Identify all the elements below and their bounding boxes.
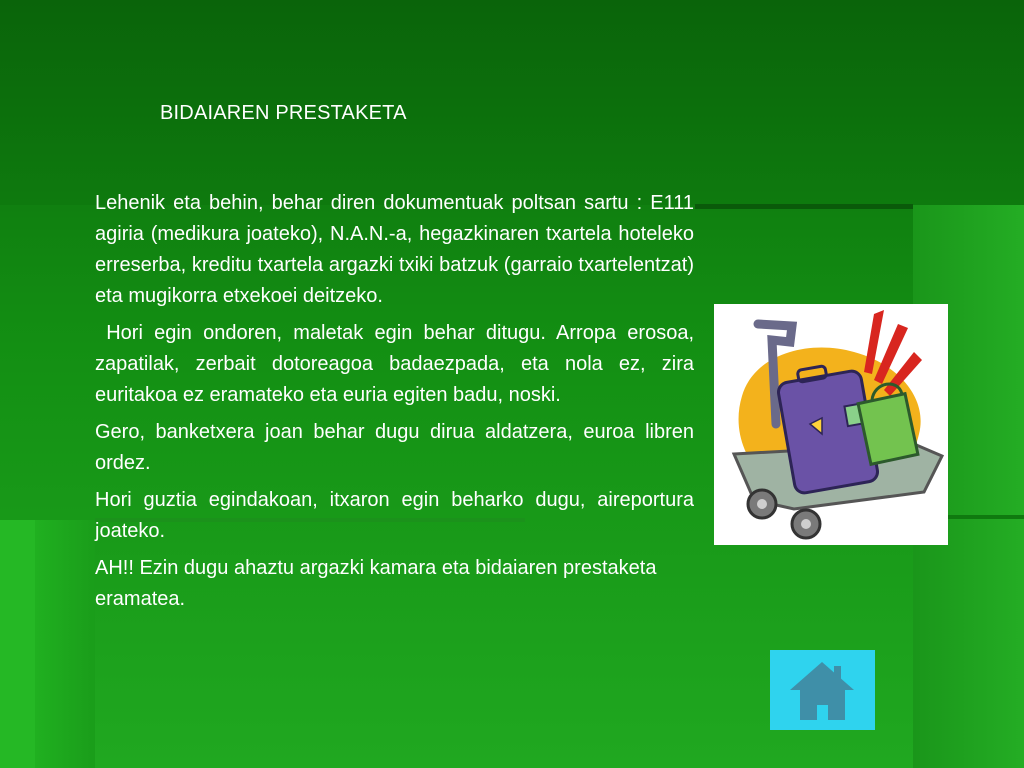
paragraph-luggage: Hori egin ondoren, maletak egin behar ditugu. Arropa erosoa, zapatilak, zerbait dotoreagoa badaezpada, eta nola ez, zira euritakoa ez eramateko eta euria egiten badu, noski. bbox=[95, 322, 700, 406]
background-left-strip bbox=[35, 520, 95, 768]
paragraph-documents: Lehenik eta behin, behar diren dokumentuak poltsan sartu : E111 agiria (medikura joateko), N.A.N.-a, hegazkinaren txartela hoteleko erreserba, kreditu txartela argazki txiki batzuk (garraio txartelentzat) eta mugikorra etxekoei deitzeko. bbox=[95, 192, 694, 307]
background-left-edge bbox=[0, 520, 36, 768]
background-divider-top bbox=[695, 204, 913, 209]
slide-body bbox=[95, 188, 700, 621]
paragraph-camera: AH!! Ezin dugu ahaztu argazki kamara eta bidaiaren prestaketa eramatea. bbox=[95, 557, 657, 610]
paragraph-bank: Gero, banketxera joan behar dugu dirua aldatzera, euroa libren ordez. bbox=[95, 421, 694, 474]
home-button[interactable] bbox=[770, 650, 875, 730]
home-icon bbox=[770, 717, 875, 734]
paragraph-airport: Hori guztia egindakoan, itxaron egin beharko dugu, aireportura joateko. bbox=[95, 489, 694, 542]
luggage-cart-icon bbox=[714, 304, 948, 545]
slide-title: BIDAIAREN PRESTAKETA bbox=[160, 102, 407, 124]
background-top-band bbox=[0, 0, 1024, 205]
